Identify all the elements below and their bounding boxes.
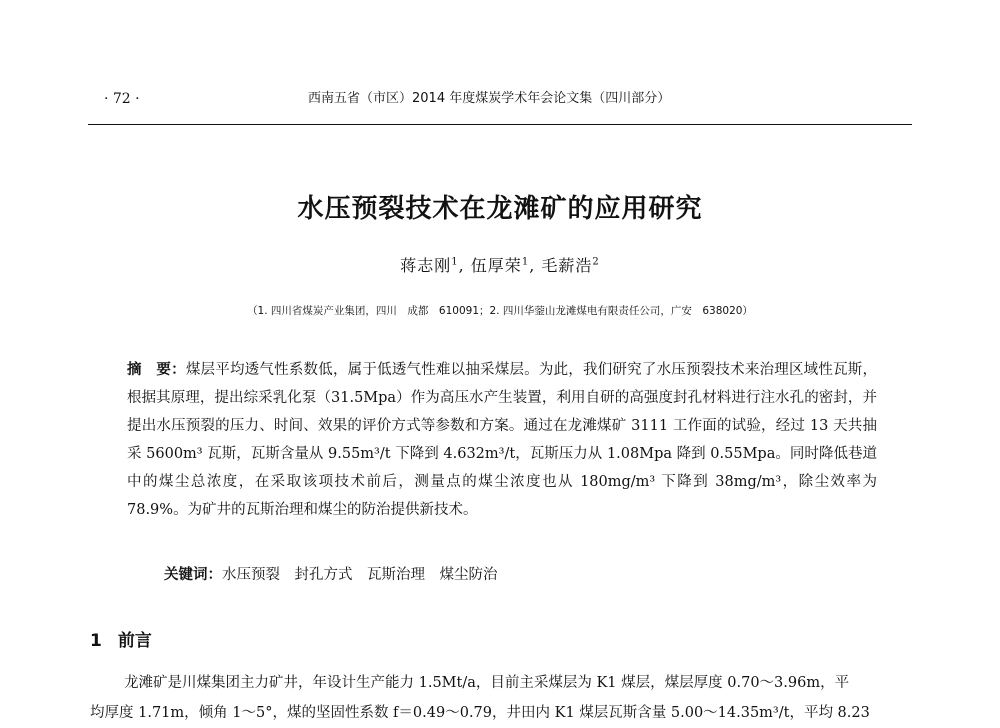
author-separator: , <box>529 256 536 275</box>
body-line: 均厚度 1.71m，倾角 1～5°，煤的坚固性系数 f＝0.49～0.79，井田内 K1 煤层瓦斯含量 5.00～14.35m³/t，平均 8.23 <box>90 705 870 721</box>
keywords <box>164 564 877 586</box>
author-name: 伍厚荣 <box>470 256 522 275</box>
header-rule <box>88 124 912 125</box>
affiliations: （1. 四川省煤炭产业集团，四川 成都 610091；2. 四川华蓥山龙滩煤电有限责任公司，广安 638020） <box>247 305 753 317</box>
section-title: 前言 <box>117 631 152 651</box>
body-paragraph <box>90 668 912 728</box>
abstract-text: 煤层平均透气性系数低，属于低透气性难以抽采煤层。为此，我们研究了水压预裂技术来治理区域性瓦斯，根据其原理，提出综采乳化泵（31.5Mpa）作为高压水产生装置，利用自研的高强度封孔材料进行注水孔的密封，并提出水压预裂的压力、时间、效果的评价方式等参数和方案。通过在龙滩煤矿 3111 工作面的试验，经过 13 天共抽采 5600m³ 瓦斯，瓦斯含量从 9.55m³/t 下降到 4.632m³/t，瓦斯压力从 1.08Mpa 降到 0.55Mpa。同时降低巷道中的煤尘总浓度，在采取该项技术前后，测量点的煤尘浓度也从 180mg/m³ 下降到 38mg/m³，除尘效率为 78.9%。为矿井的瓦斯治理和煤尘的防治提供新技术。 <box>127 362 877 518</box>
article-title: 水压预裂技术在龙滩矿的应用研究 <box>297 194 703 224</box>
journal-title: 西南五省（市区）2014 年度煤炭学术年会论文集（四川部分） <box>308 91 671 106</box>
abstract-label: 摘 要： <box>127 362 186 378</box>
keywords-text: 水压预裂 封孔方式 瓦斯治理 煤尘防治 <box>222 567 498 583</box>
author-separator: , <box>458 256 465 275</box>
author-list <box>0 253 1000 276</box>
body-line: 龙滩矿是川煤集团主力矿井，年设计生产能力 1.5Mt/a，目前主采煤层为 K1 煤层，煤层厚度 0.70～3.96m，平 <box>124 675 850 691</box>
author-affiliation-mark: 1 <box>521 256 530 268</box>
running-header <box>88 86 912 112</box>
keywords-label: 关键词： <box>164 567 222 583</box>
section-heading <box>90 626 152 651</box>
page-number: · 72 · <box>104 91 140 107</box>
author-name: 毛薪浩 <box>541 256 593 275</box>
author-affiliation-mark: 1 <box>451 256 459 268</box>
author-affiliation-mark: 2 <box>592 256 600 268</box>
abstract <box>127 356 877 524</box>
author-name: 蒋志刚 <box>400 256 452 275</box>
section-number: 1 <box>90 631 102 651</box>
